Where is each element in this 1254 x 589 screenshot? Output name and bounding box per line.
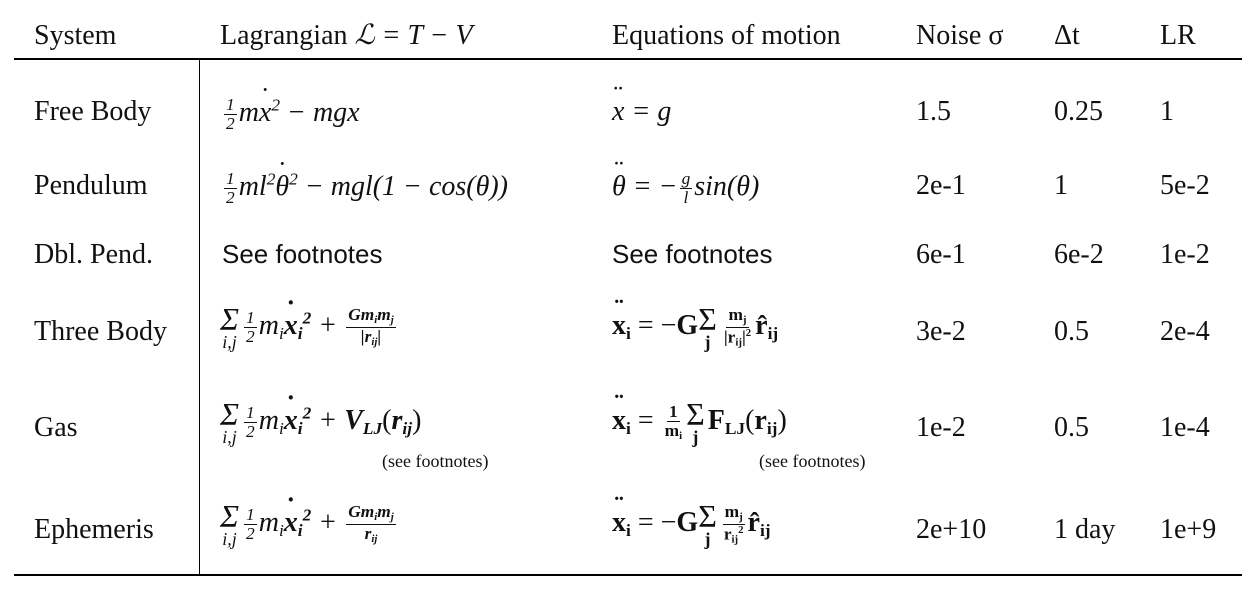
row-three-body-lagrangian: Σ i,j $\frac{1}{2}$ $m_i˙$ $x_i^2$ + $\frac{Gm_im_j}{|r_{ij}|}$	[220, 305, 398, 350]
row-three-body-eom: ¨ $x_i = -G$ Σ j $\frac{m_j}{|r_{ij}|^2}$ $r̂_{ij}$	[612, 305, 778, 350]
row-ephemeris-system: Ephemeris	[34, 514, 154, 545]
row-free-body-lr: 1	[1160, 96, 1174, 127]
row-ephemeris-dt: 1 day	[1054, 514, 1116, 545]
row-pendulum-system: Pendulum	[34, 170, 148, 201]
row-dbl-pend-system: Dbl. Pend.	[34, 239, 153, 270]
row-pendulum-noise: 2e-1	[916, 170, 966, 201]
row-dbl-pend-dt: 6e-2	[1054, 239, 1104, 270]
row-gas-eom-note: (see footnotes)	[759, 451, 866, 471]
row-three-body-system: Three Body	[34, 316, 167, 347]
row-free-body-noise: 1.5	[916, 96, 951, 127]
row-gas-lagrangian: Σ i,j $\frac{1}{2}$ $m_i˙$ $x_i^2 + V_{LJ}(r_{ij})$	[220, 400, 421, 445]
header-dt: Δt	[1054, 20, 1080, 51]
row-gas-noise: 1e-2	[916, 412, 966, 443]
row-gas-eom: ¨ $x_i$ = $\frac{1}{m_i}$ Σ j $F_{LJ}(r_{ij})$	[612, 400, 787, 445]
header-lagrangian	[220, 22, 473, 50]
row-pendulum-lagrangian: $\frac{1}{2}$ $ml^2˙$ $\theta^2 - mgl(1 - \cos(\theta))$	[222, 170, 508, 207]
bottom-rule	[14, 574, 1242, 576]
row-gas-lagrangian-note: (see footnotes)	[382, 451, 489, 471]
header-lr: LR	[1160, 20, 1196, 51]
row-dbl-pend-noise: 6e-1	[916, 239, 966, 270]
row-free-body-system: Free Body	[34, 96, 152, 127]
column-divider	[199, 59, 200, 574]
header-lagrangian-formula: ℒ = T − V	[354, 20, 473, 51]
row-free-body-eom: ¨ x = g	[612, 98, 671, 126]
row-free-body-dt: 0.25	[1054, 96, 1103, 127]
row-dbl-pend-lagrangian: See footnotes	[222, 239, 383, 269]
row-pendulum-lr: 5e-2	[1160, 170, 1210, 201]
row-three-body-noise: 3e-2	[916, 316, 966, 347]
row-ephemeris-noise: 2e+10	[916, 514, 987, 545]
header-eom: Equations of motion	[612, 20, 841, 51]
row-ephemeris-eom: ¨ $x_i = -G$ Σ j $\frac{m_j}{r_{ij}^2}$ $r̂_{ij}$	[612, 502, 771, 547]
row-dbl-pend-eom: See footnotes	[612, 239, 773, 269]
row-pendulum-eom: ¨ θ = − $\frac{g}{l}$ sin(θ)	[612, 170, 759, 207]
header-system: System	[34, 20, 117, 51]
row-ephemeris-lr: 1e+9	[1160, 514, 1217, 545]
row-ephemeris-lagrangian: Σ i,j $\frac{1}{2}$ $m_i˙$ $x_i^2$ + $\frac{Gm_im_j}{r_{ij}}$	[220, 502, 398, 547]
row-three-body-dt: 0.5	[1054, 316, 1089, 347]
row-gas-dt: 0.5	[1054, 412, 1089, 443]
row-gas-system: Gas	[34, 412, 78, 443]
header-lagrangian-label: Lagrangian	[220, 20, 355, 51]
row-three-body-lr: 2e-4	[1160, 316, 1210, 347]
row-free-body-lagrangian: $\frac{1}{2}$ m˙ $x^2$ − mgx	[222, 96, 360, 133]
row-dbl-pend-lr: 1e-2	[1160, 239, 1210, 270]
header-noise: Noise σ	[916, 20, 1004, 51]
row-gas-lr: 1e-4	[1160, 412, 1210, 443]
row-pendulum-dt: 1	[1054, 170, 1068, 201]
